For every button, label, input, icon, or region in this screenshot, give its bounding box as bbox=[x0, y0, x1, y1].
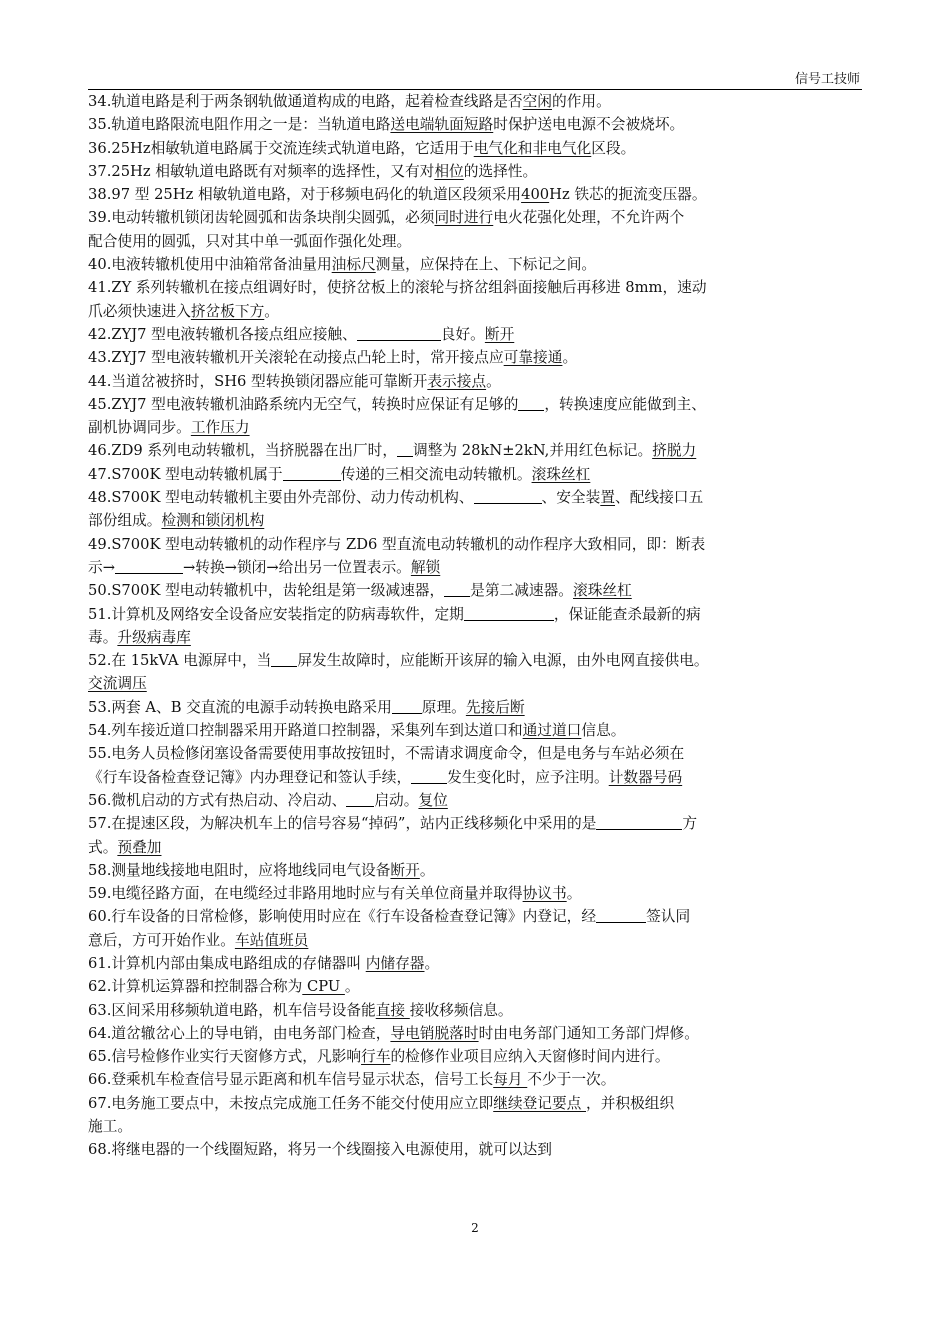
line-text: 52.在 15kVA 电源屏中，当 bbox=[88, 652, 272, 670]
text-line bbox=[88, 859, 862, 882]
underlined-answer: 内储存器 bbox=[365, 954, 425, 972]
line-text: 式。 bbox=[88, 838, 118, 856]
underlined-answer: 置 bbox=[600, 489, 616, 507]
line-text: 53.两套 A、B 交直流的电源手动转换电路采用 bbox=[88, 698, 392, 716]
underlined-answer: 油标尺 bbox=[331, 256, 376, 274]
line-text: 64.道岔辙岔心上的导电销，由电务部门检查， bbox=[88, 1024, 391, 1042]
line-text: 区段。 bbox=[591, 139, 636, 157]
underlined-answer: 断开 bbox=[390, 861, 420, 879]
line-text: ，保证能查杀最新的病 bbox=[553, 605, 701, 623]
line-text: 示→ bbox=[88, 558, 115, 576]
line-text: 54.列车接近道口控制器采用开路道口控制器，采集列车到达道口和 bbox=[88, 722, 523, 740]
text-line bbox=[88, 276, 862, 299]
text-line bbox=[88, 183, 862, 206]
text-line bbox=[88, 416, 862, 439]
text-line bbox=[88, 90, 862, 113]
underlined-answer: 空闲 bbox=[522, 93, 552, 110]
line-text: Hz 铁芯的扼流变压器。 bbox=[549, 186, 707, 204]
underlined-answer: 挤岔板下方 bbox=[190, 302, 265, 320]
text-line bbox=[88, 1138, 862, 1161]
text-line bbox=[88, 509, 862, 532]
underlined-answer: 相位 bbox=[434, 162, 464, 180]
text-line bbox=[88, 1045, 862, 1068]
fill-in-blank bbox=[397, 441, 413, 457]
text-line bbox=[88, 766, 862, 789]
underlined-answer: 车站值班员 bbox=[234, 931, 309, 949]
text-line bbox=[88, 742, 862, 765]
underlined-answer: 检测和锁闭机构 bbox=[161, 512, 265, 530]
underlined-answer: 400 bbox=[521, 186, 550, 204]
underlined-answer: 可靠接通 bbox=[503, 349, 563, 367]
underlined-answer: 滚珠丝杠 bbox=[531, 465, 591, 483]
line-text: 39.电动转辙机锁闭齿轮圆弧和齿条块削尖圆弧，必须 bbox=[88, 209, 435, 227]
fill-in-blank bbox=[346, 791, 374, 807]
line-text: 的作用。 bbox=[552, 93, 611, 110]
text-line bbox=[88, 346, 862, 369]
underlined-answer: 每月 bbox=[493, 1071, 528, 1089]
line-text: 调整为 28kN±2kN,并用红色标记。 bbox=[413, 442, 653, 460]
text-line bbox=[88, 230, 862, 253]
line-text: 59.电缆径路方面，在电缆经过非路用地时应与有关单位商量并取得 bbox=[88, 885, 523, 903]
text-line bbox=[88, 672, 862, 695]
line-text: 。 bbox=[419, 861, 435, 879]
fill-in-blank bbox=[357, 325, 441, 341]
line-text: 爪必须快速进入 bbox=[88, 302, 191, 320]
text-line bbox=[88, 649, 862, 672]
line-text: 40.电液转辙机使用中油箱常备油量用 bbox=[88, 256, 332, 274]
fill-in-blank bbox=[444, 581, 470, 597]
underlined-answer: 送电端轨面短路 bbox=[390, 116, 494, 134]
text-line bbox=[88, 626, 862, 649]
underlined-answer: 升级病毒库 bbox=[117, 628, 191, 646]
line-text: 毒。 bbox=[88, 628, 118, 646]
text-line bbox=[88, 300, 862, 323]
text-line bbox=[88, 113, 862, 136]
underlined-answer: 继续登记要点 bbox=[493, 1094, 587, 1112]
text-line bbox=[88, 975, 862, 998]
line-text: 65.信号检修作业实行天窗修方式，凡影响 bbox=[88, 1048, 362, 1066]
line-text: 配合使用的圆弧，只对其中单一弧面作强化处理。 bbox=[88, 232, 412, 250]
line-text: 部份组成。 bbox=[88, 512, 162, 530]
text-line bbox=[88, 1092, 862, 1115]
line-text: 接收移频信息。 bbox=[409, 1001, 513, 1019]
underlined-answer: 先接后断 bbox=[465, 698, 525, 716]
line-text: 。 bbox=[344, 978, 360, 996]
line-text: 42.ZYJ7 型电液转辙机各接点组应接触、 bbox=[88, 325, 357, 343]
text-line bbox=[88, 393, 862, 416]
text-line bbox=[88, 323, 862, 346]
document-body bbox=[88, 90, 862, 1162]
text-line bbox=[88, 719, 862, 742]
text-line bbox=[88, 1022, 862, 1045]
line-text: 方 bbox=[682, 815, 698, 833]
line-text: 电火花强化处理，不允许两个 bbox=[493, 209, 685, 227]
page-number: 2 bbox=[471, 1221, 479, 1235]
line-text: 63.区间采用移频轨道电路，机车信号设备能 bbox=[88, 1001, 376, 1019]
line-text: 。 bbox=[486, 372, 501, 390]
line-text: 。 bbox=[264, 302, 279, 320]
fill-in-blank bbox=[271, 651, 297, 667]
fill-in-blank bbox=[392, 698, 422, 714]
line-text: 发生变化时，应予注明。 bbox=[447, 768, 609, 786]
line-text: 56.微机启动的方式有热启动、冷启动、 bbox=[88, 791, 347, 809]
line-text: 。 bbox=[562, 349, 578, 367]
line-text: 。 bbox=[424, 954, 440, 972]
underlined-answer: 断开 bbox=[484, 325, 515, 343]
line-text: 38.97 型 25Hz 相敏轨道电路，对于移频电码化的轨道区段须采用 bbox=[88, 186, 522, 204]
line-text: 44.当道岔被挤时，SH6 型转换锁闭器应能可靠断开 bbox=[88, 372, 428, 390]
text-line bbox=[88, 439, 862, 462]
line-text: 的检修作业项目应纳入天窗修时间内进行。 bbox=[390, 1048, 670, 1066]
line-text: 。 bbox=[566, 885, 582, 903]
line-text: 51.计算机及网络安全设备应安装指定的防病毒软件，定期 bbox=[88, 605, 464, 623]
line-text: 37.25Hz 相敏轨道电路既有对频率的选择性，又有对 bbox=[88, 162, 435, 180]
line-text: 61.计算机内部由集成电路组成的存储器叫 bbox=[88, 954, 366, 972]
text-line bbox=[88, 533, 862, 556]
text-line bbox=[88, 999, 862, 1022]
page-header bbox=[88, 72, 862, 90]
underlined-answer: 直接 bbox=[375, 1001, 410, 1019]
line-text: ，转换速度应能做到主、 bbox=[544, 395, 706, 413]
underlined-answer: 工作压力 bbox=[190, 419, 250, 437]
line-text: 68.将继电器的一个线圈短路，将另一个线圈接入电源使用，就可以达到 bbox=[88, 1141, 552, 1159]
text-line bbox=[88, 812, 862, 835]
line-text: 的选择性。 bbox=[463, 162, 538, 180]
underlined-answer: 交流调压 bbox=[88, 675, 147, 693]
line-text: 时保护送电电源不会被烧坏。 bbox=[493, 116, 685, 134]
text-line bbox=[88, 370, 862, 393]
line-text: 41.ZY 系列转辙机在接点组调好时，使挤岔板上的滚轮与挤岔组斜面接触后再移进 8mm，速动 bbox=[88, 279, 707, 297]
text-line bbox=[88, 696, 862, 719]
line-text: 原理。 bbox=[421, 698, 466, 716]
line-text: 35.轨道电路限流电阻作用之一是：当轨道电路 bbox=[88, 116, 391, 134]
underlined-answer: 计数器号码 bbox=[608, 768, 683, 786]
line-text: 良好。 bbox=[440, 325, 485, 343]
text-line bbox=[88, 789, 862, 812]
underlined-answer: 通过道口 bbox=[522, 722, 582, 740]
line-text: 57.在提速区段，为解决机车上的信号容易“掉码”，站内正线移频化中采用的是 bbox=[88, 815, 597, 833]
underlined-answer: 挤脱力 bbox=[652, 442, 697, 460]
line-text: 时由电务部门通知工务部门焊修。 bbox=[478, 1024, 699, 1042]
fill-in-blank bbox=[518, 395, 544, 411]
underlined-answer: 预叠加 bbox=[117, 838, 162, 856]
line-text: 55.电务人员检修闭塞设备需要使用事故按钮时，不需请求调度命令，但是电务与车站必须在 bbox=[88, 745, 685, 763]
underlined-answer: 导电销脱落时 bbox=[390, 1024, 479, 1042]
line-text: 49.S700K 型电动转辙机的动作程序与 ZD6 型直流电动转辙机的动作程序大致相同，即：断表 bbox=[88, 535, 706, 553]
line-text: 施工。 bbox=[88, 1118, 133, 1136]
fill-in-blank bbox=[411, 768, 447, 784]
text-line bbox=[88, 905, 862, 928]
fill-in-blank bbox=[596, 814, 682, 830]
line-text: 、配线接口五 bbox=[615, 489, 704, 507]
underlined-answer: 电气化和非电气化 bbox=[473, 139, 592, 157]
line-text: →转换→锁闭→给出另一位置表示。 bbox=[183, 558, 411, 576]
line-text: 不少于一次。 bbox=[527, 1071, 616, 1089]
header-title: 信号工技师 bbox=[794, 72, 860, 87]
text-line bbox=[88, 929, 862, 952]
line-text: 50.S700K 型电动转辙机中，齿轮组是第一级减速器， bbox=[88, 582, 445, 600]
underlined-answer: 行车 bbox=[361, 1048, 391, 1066]
line-text: 传递的三相交流电动转辙机。 bbox=[340, 465, 532, 483]
underlined-answer: 滚珠丝杠 bbox=[573, 582, 632, 600]
text-line bbox=[88, 1115, 862, 1138]
line-text: 60.行车设备的日常检修，影响使用时应在《行车设备检查登记簿》内登记，经 bbox=[88, 908, 597, 926]
text-line bbox=[88, 836, 862, 859]
text-line bbox=[88, 137, 862, 160]
text-line bbox=[88, 1068, 862, 1091]
line-text: 45.ZYJ7 型电液转辙机油路系统内无空气，转换时应保证有足够的 bbox=[88, 395, 519, 413]
line-text: 34.轨道电路是利于两条钢轨做通道构成的电路，起着检查线路是否 bbox=[88, 93, 523, 110]
text-line bbox=[88, 486, 862, 509]
line-text: 58.测量地线接地电阻时，应将地线同电气设备 bbox=[88, 861, 391, 879]
line-text: 副机协调同步。 bbox=[88, 419, 191, 437]
line-text: 62.计算机运算器和控制器合称为 bbox=[88, 978, 303, 996]
line-text: ，并积极组织 bbox=[586, 1094, 675, 1112]
fill-in-blank bbox=[474, 488, 542, 504]
text-line bbox=[88, 579, 862, 602]
text-line bbox=[88, 882, 862, 905]
line-text: 启动。 bbox=[374, 791, 419, 809]
line-text: 意后，方可开始作业。 bbox=[88, 931, 235, 949]
line-text: 是第二减速器。 bbox=[470, 582, 573, 600]
line-text: 66.登乘机车检查信号显示距离和机车信号显示状态，信号工长 bbox=[88, 1071, 494, 1089]
line-text: 48.S700K 型电动转辙机主要由外壳部份、动力传动机构、 bbox=[88, 489, 474, 507]
line-text: 屏发生故障时，应能断开该屏的输入电源，由外电网直接供电。 bbox=[297, 652, 709, 670]
line-text: 签认同 bbox=[646, 908, 691, 926]
fill-in-blank bbox=[283, 465, 341, 481]
line-text: 43.ZYJ7 型电液转辙机开关滚轮在动接点凸轮上时，常开接点应 bbox=[88, 349, 504, 367]
line-text: 信息。 bbox=[581, 722, 626, 740]
text-line bbox=[88, 206, 862, 229]
line-text: 《行车设备检查登记簿》内办理登记和签认手续， bbox=[88, 768, 412, 786]
fill-in-blank bbox=[596, 907, 646, 923]
text-line bbox=[88, 603, 862, 626]
underlined-answer: 解锁 bbox=[410, 558, 441, 576]
line-text: 47.S700K 型电动转辙机属于 bbox=[88, 465, 283, 483]
text-line bbox=[88, 253, 862, 276]
text-line bbox=[88, 463, 862, 486]
underlined-answer: 同时进行 bbox=[434, 209, 494, 227]
underlined-answer: 复位 bbox=[418, 791, 448, 809]
fill-in-blank bbox=[464, 605, 554, 621]
line-text: 67.电务施工要点中，未按点完成施工任务不能交付使用应立即 bbox=[88, 1094, 494, 1112]
line-text: 36.25Hz相敏轨道电路属于交流连续式轨道电路，它适用于 bbox=[88, 139, 474, 157]
text-line bbox=[88, 952, 862, 975]
underlined-answer: 表示接点 bbox=[427, 372, 487, 390]
line-text: 46.ZD9 系列电动转辙机，当挤脱器在出厂时， bbox=[88, 442, 398, 460]
text-line bbox=[88, 160, 862, 183]
line-text: 、安全装 bbox=[541, 489, 601, 507]
text-line bbox=[88, 556, 862, 579]
line-text: 测量，应保持在上、下标记之间。 bbox=[375, 256, 597, 274]
fill-in-blank bbox=[115, 558, 183, 574]
underlined-answer: CPU bbox=[302, 978, 345, 996]
underlined-answer: 协议书 bbox=[522, 885, 567, 903]
